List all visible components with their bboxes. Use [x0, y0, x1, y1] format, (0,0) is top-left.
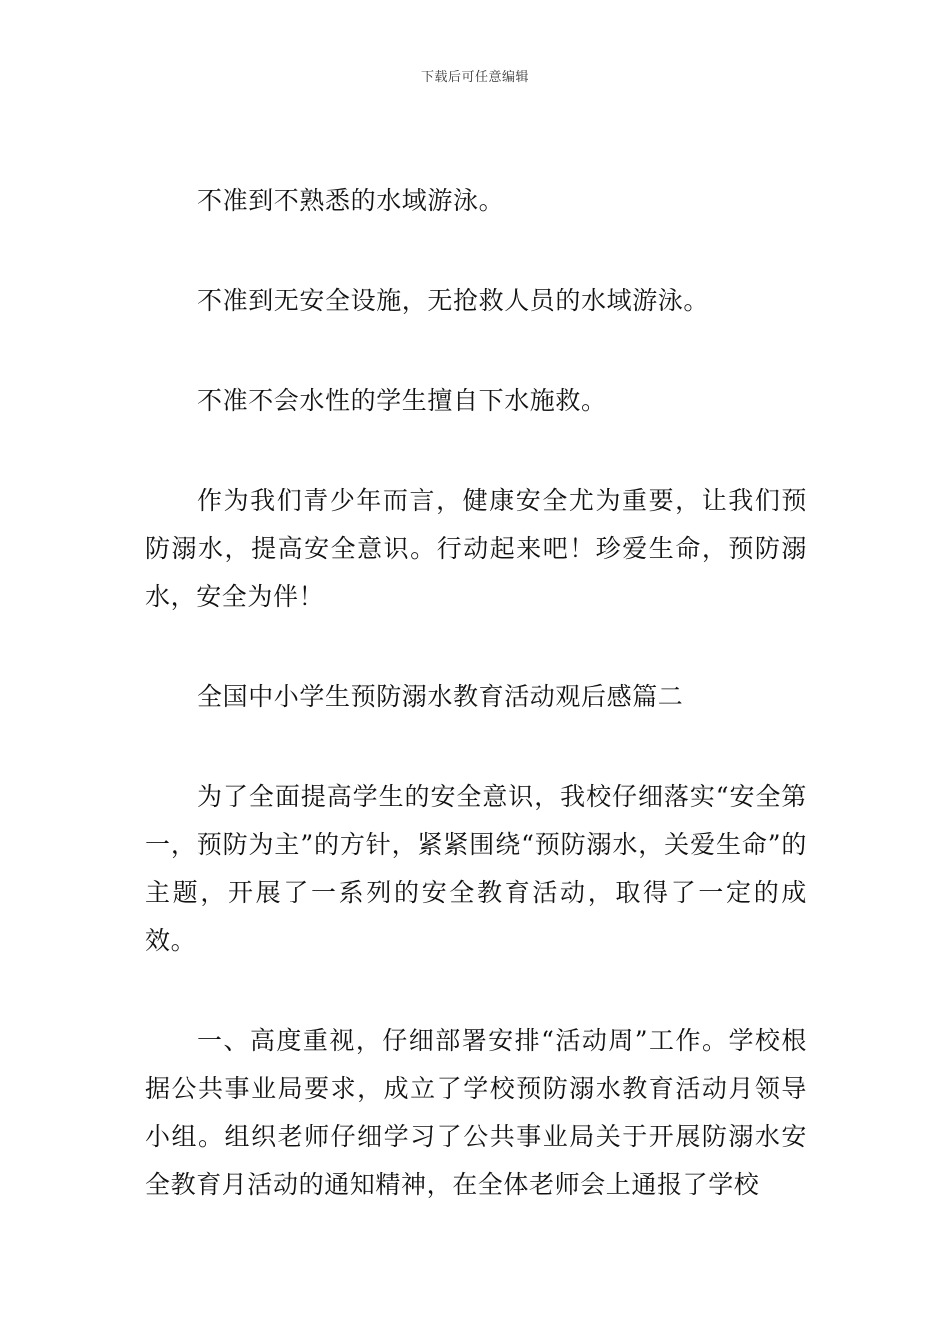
paragraph-conclusion: 作为我们青少年而言，健康安全尤为重要，让我们预防溺水，提高安全意识。行动起来吧！珍爱生命，预防溺水，安全为伴！	[145, 486, 807, 611]
paragraph-rule-2: 不准到无安全设施，无抢救人员的水域游泳。	[197, 286, 710, 315]
paragraph-rule-1: 不准到不熟悉的水域游泳。	[197, 186, 505, 215]
section-title: 全国中小学生预防溺水教育活动观后感篇二	[197, 682, 684, 711]
paragraph-intro: 为了全面提高学生的安全意识，我校仔细落实“安全第一，预防为主”的方针，紧紧围绕“预防溺水，关爱生命”的主题，开展了一系列的安全教育活动，取得了一定的成效。	[145, 782, 807, 955]
header-note: 下载后可任意编辑	[420, 70, 529, 85]
paragraph-section-1: 一、高度重视，仔细部署安排“活动周”工作。学校根据公共事业局要求，成立了学校预防溺水教育活动月领导小组。组织老师仔细学习了公共事业局关于开展防溺水安全教育月活动的通知精神，在全体老师会上通报了学校	[145, 1026, 807, 1199]
paragraph-rule-3: 不准不会水性的学生擅自下水施救。	[197, 386, 607, 415]
document-body	[145, 177, 807, 1209]
